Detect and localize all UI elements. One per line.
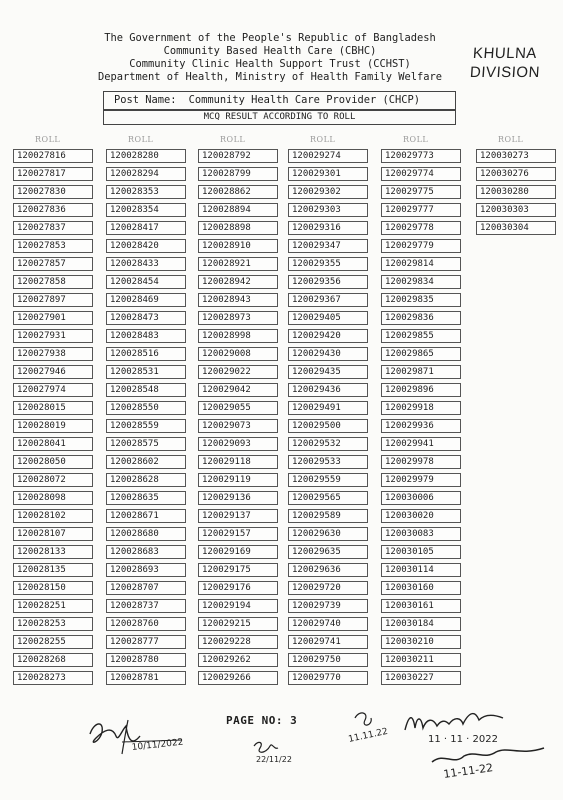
roll-cell: 120029835: [381, 293, 461, 307]
roll-cell: 120027897: [13, 293, 93, 307]
roll-cell: 120028943: [198, 293, 278, 307]
roll-cell: 120029773: [381, 149, 461, 163]
roll-cell: 120029739: [288, 599, 368, 613]
svg-text:11-11-22: 11-11-22: [442, 761, 494, 781]
header-line-4: Department of Health, Ministry of Health Family Welfare: [97, 71, 443, 83]
roll-cell: 120027931: [13, 329, 93, 343]
roll-cell: 120029055: [198, 401, 278, 415]
post-name-label: Post Name:: [114, 94, 177, 106]
roll-cell: 120029169: [198, 545, 278, 559]
roll-column-header: ROLL: [35, 135, 61, 144]
roll-cell: 120029533: [288, 455, 368, 469]
roll-cell: 120027946: [13, 365, 93, 379]
roll-cell: 120029266: [198, 671, 278, 685]
roll-cell: 120028253: [13, 617, 93, 631]
roll-cell: 120029778: [381, 221, 461, 235]
roll-cell: 120029491: [288, 401, 368, 415]
post-name-value: Community Health Care Provider (CHCP): [188, 94, 421, 106]
roll-cell: 120028255: [13, 635, 93, 649]
roll-column-3: [198, 131, 278, 689]
roll-cell: 120030273: [476, 149, 556, 163]
roll-cell: 120029176: [198, 581, 278, 595]
header-line-1: The Government of the People's Republic of Bangladesh: [104, 32, 436, 44]
roll-cell: 120028760: [106, 617, 186, 631]
roll-cell: 120028273: [13, 671, 93, 685]
roll-cell: 120028781: [106, 671, 186, 685]
roll-cell: 120029008: [198, 347, 278, 361]
roll-cell: 120028280: [106, 149, 186, 163]
roll-cell: 120030161: [381, 599, 461, 613]
roll-cell: 120028559: [106, 419, 186, 433]
roll-column-header: ROLL: [498, 135, 524, 144]
roll-cell: 120028019: [13, 419, 93, 433]
roll-cell: 120027901: [13, 311, 93, 325]
roll-cell: 120029941: [381, 437, 461, 451]
roll-cell: 120028693: [106, 563, 186, 577]
roll-cell: 120028575: [106, 437, 186, 451]
roll-cell: 120030006: [381, 491, 461, 505]
roll-cell: 120029137: [198, 509, 278, 523]
roll-cell: 120028602: [106, 455, 186, 469]
roll-column-4: [288, 131, 368, 689]
roll-cell: 120029136: [198, 491, 278, 505]
roll-cell: 120028799: [198, 167, 278, 181]
roll-cell: 120029589: [288, 509, 368, 523]
roll-cell: 120028973: [198, 311, 278, 325]
roll-cell: 120029356: [288, 275, 368, 289]
roll-cell: 120028531: [106, 365, 186, 379]
roll-cell: 120028516: [106, 347, 186, 361]
roll-cell: 120029303: [288, 203, 368, 217]
roll-cell: 120028098: [13, 491, 93, 505]
roll-cell: 120028473: [106, 311, 186, 325]
roll-cell: 120028454: [106, 275, 186, 289]
roll-cell: 120030184: [381, 617, 461, 631]
roll-cell: 120029636: [288, 563, 368, 577]
roll-column-6: [476, 131, 556, 239]
roll-cell: 120028894: [198, 203, 278, 217]
roll-cell: 120029635: [288, 545, 368, 559]
roll-cell: 120030210: [381, 635, 461, 649]
signature-4: [424, 726, 563, 782]
roll-cell: 120028015: [13, 401, 93, 415]
signature-1: [82, 712, 182, 762]
roll-cell: 120028898: [198, 221, 278, 235]
roll-cell: 120029436: [288, 383, 368, 397]
roll-column-header: ROLL: [128, 135, 154, 144]
roll-cell: 120028072: [13, 473, 93, 487]
roll-cell: 120028683: [106, 545, 186, 559]
roll-cell: 120027836: [13, 203, 93, 217]
roll-cell: 120030303: [476, 203, 556, 217]
roll-cell: 120029022: [198, 365, 278, 379]
roll-cell: 120030160: [381, 581, 461, 595]
roll-cell: 120028469: [106, 293, 186, 307]
signature-2: [250, 738, 310, 768]
roll-cell: 120028780: [106, 653, 186, 667]
stamp-line-2: DIVISION: [469, 64, 541, 81]
roll-cell: 120030227: [381, 671, 461, 685]
roll-cell: 120029042: [198, 383, 278, 397]
roll-cell: 120029405: [288, 311, 368, 325]
roll-cell: 120028483: [106, 329, 186, 343]
roll-cell: 120029775: [381, 185, 461, 199]
roll-cell: 120028910: [198, 239, 278, 253]
roll-cell: 120029500: [288, 419, 368, 433]
roll-cell: 120028635: [106, 491, 186, 505]
roll-cell: 120029865: [381, 347, 461, 361]
header-line-3: Community Clinic Health Support Trust (CCHST): [129, 58, 411, 70]
roll-cell: 120029779: [381, 239, 461, 253]
roll-column-2: [106, 131, 186, 689]
roll-cell: 120029301: [288, 167, 368, 181]
roll-cell: 120028548: [106, 383, 186, 397]
roll-cell: 120029896: [381, 383, 461, 397]
roll-cell: 120027817: [13, 167, 93, 181]
roll-cell: 120028777: [106, 635, 186, 649]
roll-cell: 120028628: [106, 473, 186, 487]
roll-cell: 120028707: [106, 581, 186, 595]
roll-cell: 120028550: [106, 401, 186, 415]
roll-cell: 120028680: [106, 527, 186, 541]
division-stamp: [470, 44, 540, 82]
stamp-line-1: KHULNA: [472, 45, 538, 62]
roll-column-5: [381, 131, 461, 689]
roll-cell: 120030211: [381, 653, 461, 667]
svg-text:11.11.22: 11.11.22: [347, 726, 389, 745]
roll-cell: 120030304: [476, 221, 556, 235]
roll-cell: 120029073: [198, 419, 278, 433]
roll-column-header: ROLL: [403, 135, 429, 144]
roll-cell: 120030020: [381, 509, 461, 523]
roll-cell: 120029157: [198, 527, 278, 541]
roll-cell: 120029347: [288, 239, 368, 253]
roll-cell: 120027858: [13, 275, 93, 289]
roll-cell: 120029565: [288, 491, 368, 505]
roll-cell: 120028135: [13, 563, 93, 577]
roll-cell: 120029430: [288, 347, 368, 361]
roll-cell: 120028353: [106, 185, 186, 199]
roll-cell: 120027853: [13, 239, 93, 253]
roll-cell: 120028268: [13, 653, 93, 667]
roll-cell: 120029228: [198, 635, 278, 649]
roll-column-1: [13, 131, 93, 689]
roll-cell: 120029367: [288, 293, 368, 307]
header-line-2: Community Based Health Care (CBHC): [163, 45, 377, 57]
roll-cell: 120029836: [381, 311, 461, 325]
roll-cell: 120028998: [198, 329, 278, 343]
roll-cell: 120028107: [13, 527, 93, 541]
roll-cell: 120029855: [381, 329, 461, 343]
roll-cell: 120028354: [106, 203, 186, 217]
roll-cell: 120027816: [13, 149, 93, 163]
roll-cell: 120027830: [13, 185, 93, 199]
roll-cell: 120029175: [198, 563, 278, 577]
roll-cell: 120027837: [13, 221, 93, 235]
roll-cell: 120029262: [198, 653, 278, 667]
roll-cell: 120029559: [288, 473, 368, 487]
roll-cell: 120029936: [381, 419, 461, 433]
roll-cell: 120028921: [198, 257, 278, 271]
roll-cell: 120029979: [381, 473, 461, 487]
roll-cell: 120028420: [106, 239, 186, 253]
roll-cell: 120029871: [381, 365, 461, 379]
roll-cell: 120028862: [198, 185, 278, 199]
roll-cell: 120029741: [288, 635, 368, 649]
roll-cell: 120028102: [13, 509, 93, 523]
roll-cell: 120029302: [288, 185, 368, 199]
roll-cell: 120029532: [288, 437, 368, 451]
roll-cell: 120029093: [198, 437, 278, 451]
svg-text:11 · 11 · 2022: 11 · 11 · 2022: [428, 734, 498, 745]
page-number: PAGE NO: 3: [226, 714, 298, 727]
roll-cell: 120028150: [13, 581, 93, 595]
roll-cell: 120029774: [381, 167, 461, 181]
roll-cell: 120028792: [198, 149, 278, 163]
roll-cell: 120028050: [13, 455, 93, 469]
roll-cell: 120029215: [198, 617, 278, 631]
roll-cell: 120029978: [381, 455, 461, 469]
roll-cell: 120029777: [381, 203, 461, 217]
roll-cell: 120028433: [106, 257, 186, 271]
result-title: MCQ RESULT ACCORDING TO ROLL: [103, 110, 456, 125]
roll-cell: 120028251: [13, 599, 93, 613]
roll-cell: 120028737: [106, 599, 186, 613]
roll-cell: 120028417: [106, 221, 186, 235]
roll-cell: 120028942: [198, 275, 278, 289]
roll-cell: 120029750: [288, 653, 368, 667]
roll-cell: 120028133: [13, 545, 93, 559]
roll-cell: 120029630: [288, 527, 368, 541]
roll-cell: 120028671: [106, 509, 186, 523]
roll-cell: 120029118: [198, 455, 278, 469]
roll-cell: 120030083: [381, 527, 461, 541]
roll-column-header: ROLL: [310, 135, 336, 144]
roll-cell: 120029770: [288, 671, 368, 685]
roll-cell: 120029316: [288, 221, 368, 235]
roll-cell: 120027938: [13, 347, 93, 361]
roll-cell: 120030280: [476, 185, 556, 199]
svg-text:10/11/2022: 10/11/2022: [131, 737, 184, 753]
post-name-box: [103, 91, 456, 110]
svg-text:22/11/22: 22/11/22: [256, 755, 292, 764]
roll-cell: 120029720: [288, 581, 368, 595]
roll-cell: 120028294: [106, 167, 186, 181]
roll-cell: 120029274: [288, 149, 368, 163]
roll-cell: 120029355: [288, 257, 368, 271]
roll-cell: 120029119: [198, 473, 278, 487]
roll-cell: 120029740: [288, 617, 368, 631]
roll-cell: 120029834: [381, 275, 461, 289]
roll-cell: 120030276: [476, 167, 556, 181]
roll-cell: 120028041: [13, 437, 93, 451]
roll-cell: 120029814: [381, 257, 461, 271]
roll-cell: 120029435: [288, 365, 368, 379]
roll-cell: 120030114: [381, 563, 461, 577]
roll-cell: 120029420: [288, 329, 368, 343]
roll-cell: 120029918: [381, 401, 461, 415]
roll-cell: 120030105: [381, 545, 461, 559]
roll-column-header: ROLL: [220, 135, 246, 144]
roll-cell: 120029194: [198, 599, 278, 613]
roll-cell: 120027974: [13, 383, 93, 397]
roll-cell: 120027857: [13, 257, 93, 271]
